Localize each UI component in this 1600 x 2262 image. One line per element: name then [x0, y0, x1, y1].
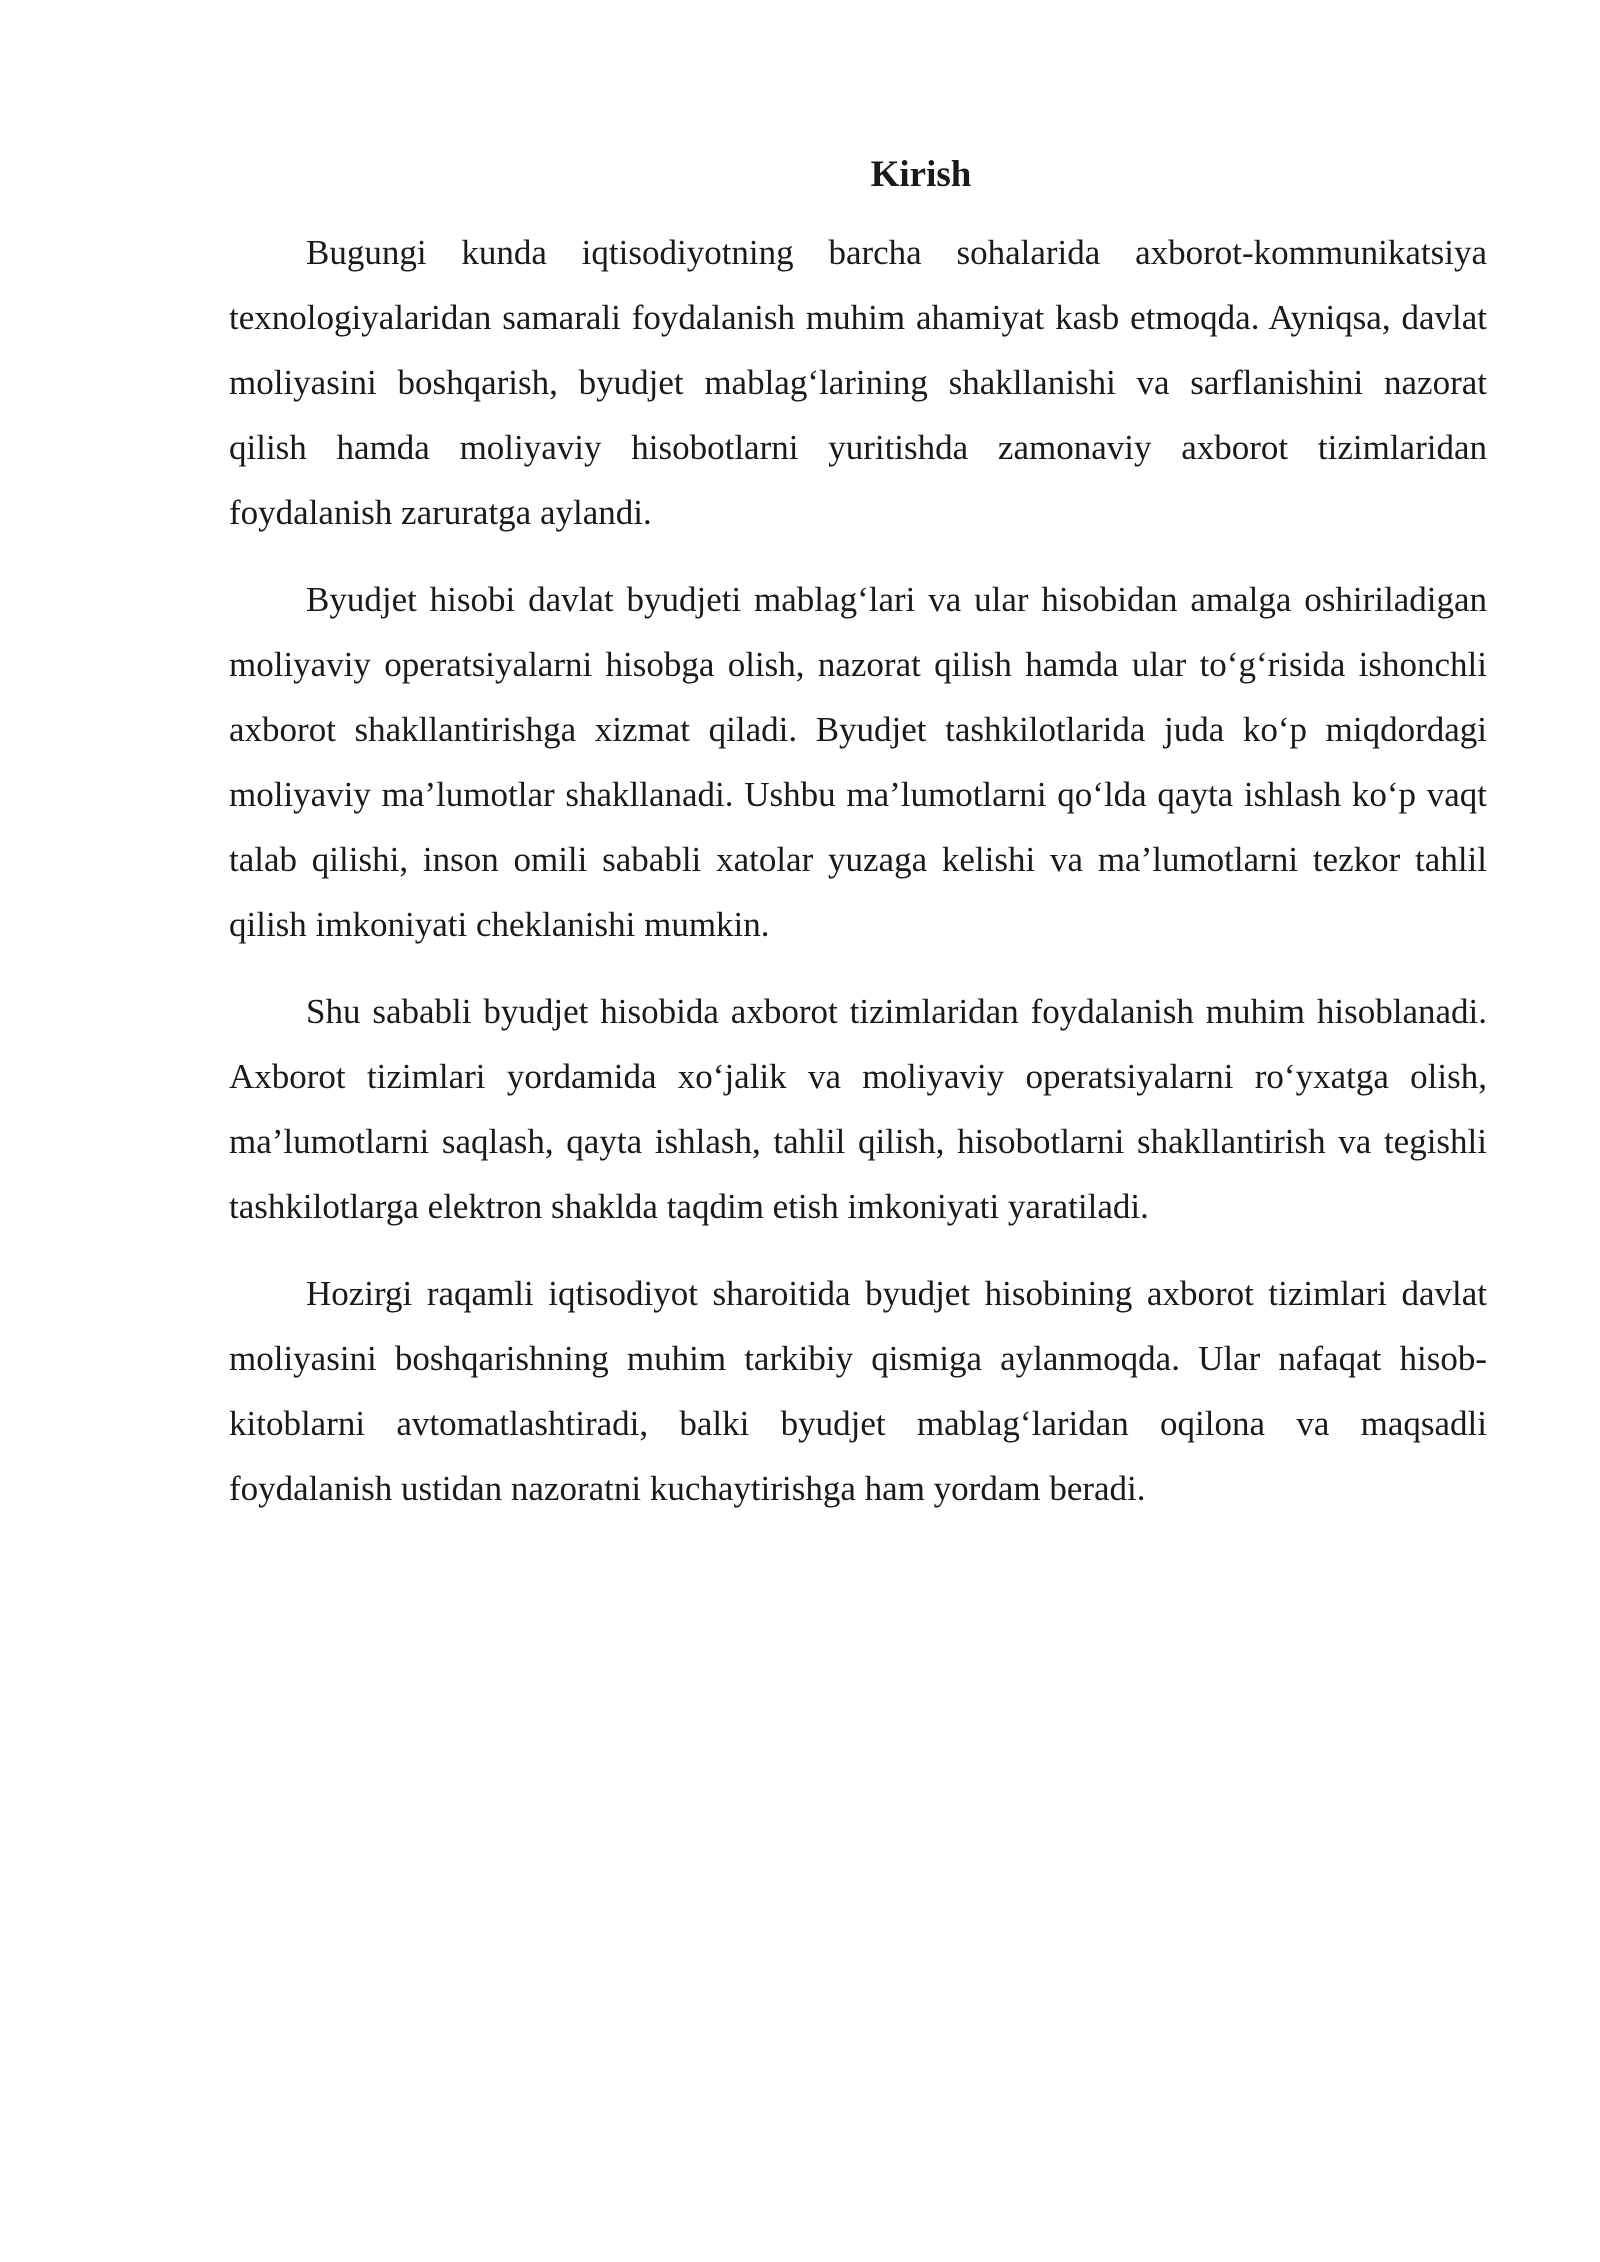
section-title: Kirish — [870, 154, 972, 195]
paragraph-4: Hozirgi raqamli iqtisodiyot sharoitida byudjet hisobining axborot tizimlari davlat moliyasini boshqarishning muhim tarkibiy qismiga aylanmoqda. Ular nafaqat hisob-kitoblarni avtomatlashtiradi, balki byudjet mablag‘laridan oqilona va maqsadli foydalanish ustidan nazoratni kuchaytirishga ham yordam beradi. — [229, 1274, 1487, 1508]
paragraph-1: Bugungi kunda iqtisodiyotning barcha sohalarida axborot-kommunikatsiya texnologiyalaridan samarali foydalanish muhim ahamiyat kasb etmoqda. Ayniqsa, davlat moliyasini boshqarish, byudjet mablag‘larining shakllanishi va sarflanishini nazorat qilish hamda moliyaviy hisobotlarni yuritishda zamonaviy axborot tizimlaridan foydalanish zaruratga aylandi. — [229, 233, 1487, 532]
document-body — [229, 150, 1487, 1543]
paragraph-2: Byudjet hisobi davlat byudjeti mablag‘lari va ular hisobidan amalga oshiriladigan moliyaviy operatsiyalarni hisobga olish, nazorat qilish hamda ular to‘g‘risida ishonchli axborot shakllantirishga xizmat qiladi. Byudjet tashkilotlarida juda ko‘p miqdordagi moliyaviy ma’lumotlar shakllanadi. Ushbu ma’lumotlarni qo‘lda qayta ishlash ko‘p vaqt talab qilishi, inson omili sababli xatolar yuzaga kelishi va ma’lumotlarni tezkor tahlil qilish imkoniyati cheklanishi mumkin. — [229, 580, 1487, 944]
paragraph-3: Shu sababli byudjet hisobida axborot tizimlaridan foydalanish muhim hisoblanadi. Axborot tizimlari yordamida xo‘jalik va moliyaviy operatsiyalarni ro‘yxatga olish, ma’lumotlarni saqlash, qayta ishlash, tahlil qilish, hisobotlarni shakllantirish va tegishli tashkilotlarga elektron shaklda taqdim etish imkoniyati yaratiladi. — [229, 992, 1487, 1226]
